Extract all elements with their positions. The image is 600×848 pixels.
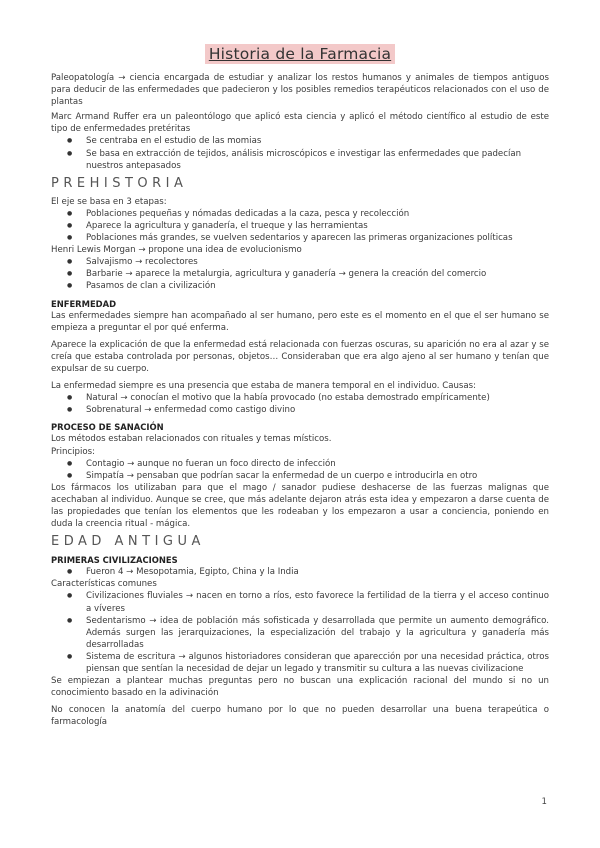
enfermedad-paragraph-2: Aparece la explicación de que la enfermedad está relacionada con fuerzas oscuras, su aparición no era al azar y se creía que estaba controlada por personas, objetos… Consideraban que era algo ajeno al ser humano y tenían que expulsar de su cuerpo. bbox=[51, 339, 549, 374]
causas-list bbox=[51, 392, 549, 416]
caracteristicas-list bbox=[51, 590, 549, 675]
list-item: ● Civilizaciones fluviales → nacen en torno a ríos, esto favorece la fertilidad de la tierra y el acceso continuo a víveres bbox=[51, 590, 549, 614]
list-item: ● Sedentarismo → idea de población más sofisticada y desarrollada que permite un aumento demográfico. Además surgen las jerarquizaciones, la especialización del trabajo y la agricultura y ganadería más desarrolladas bbox=[51, 615, 549, 651]
intro-paragraph-1: Paleopatología → ciencia encargada de estudiar y analizar los restos humanos y animales de tiempos antiguos para deducir de las enfermedades que padecieron y los posibles remedios terapéuticos relacionados con el uso de plantas bbox=[51, 73, 549, 108]
subheading-civilizaciones: PRIMERAS CIVILIZACIONES bbox=[51, 555, 178, 566]
list-item: ● Poblaciones pequeñas y nómadas dedicadas a la caza, pesca y recolección bbox=[51, 208, 549, 220]
title-container bbox=[0, 44, 600, 64]
list-item: ● Simpatía → pensaban que podrían sacar la enfermedad de un cuerpo e introducirla en otro bbox=[51, 470, 549, 482]
enfermedad-paragraph-1: Las enfermedades siempre han acompañado al ser humano, pero este es el momento en el que el ser humano se empieza a preguntar el por qué enferma. bbox=[51, 310, 549, 333]
section-heading-prehistoria: PREHISTORIA bbox=[51, 175, 188, 191]
etapas-list bbox=[51, 208, 549, 244]
subheading-enfermedad: ENFERMEDAD bbox=[51, 298, 117, 309]
principios-label: Principios: bbox=[51, 446, 95, 457]
list-item: ● Salvajismo → recolectores bbox=[51, 256, 549, 268]
document-body bbox=[51, 72, 549, 729]
enfermedad-paragraph-3: La enfermedad siempre es una presencia que estaba de manera temporal en el individuo. Causas: bbox=[51, 381, 477, 392]
caracteristicas-label: Características comunes bbox=[51, 579, 157, 590]
section-heading-edad-antigua: EDAD ANTIGUA bbox=[51, 534, 205, 550]
page-number: 1 bbox=[541, 797, 547, 807]
list-item: ● Natural → conocían el motivo que la había provocado (no estaba demostrado empíricamente) bbox=[51, 392, 549, 404]
list-item: ● Fueron 4 → Mesopotamia, Egipto, China y la India bbox=[51, 566, 549, 578]
list-item: ● Barbarie → aparece la metalurgia, agricultura y ganadería → genera la creación del comercio bbox=[51, 268, 549, 280]
intro-paragraph-2: Marc Armand Ruffer era un paleontólogo que aplicó esta ciencia y aplicó el método científico al estudio de este tipo de enfermedades pretéritas bbox=[51, 112, 549, 135]
morgan-list bbox=[51, 256, 549, 292]
sanacion-paragraph-2: Los fármacos los utilizaban para que el mago / sanador pudiese deshacerse de las fuerzas malignas que acechaban al individuo. Aunque se cree, que más adelante dejaron atrás esta idea y empezaron a darse cuenta de las propiedades que tenían los elementos que les rodeaban y los empezaron a usar a conciencia, poniendo en duda la creencia ritual - mágica. bbox=[51, 482, 549, 530]
list-item: ● Contagio → aunque no fueran un foco directo de infección bbox=[51, 458, 549, 470]
etapas-label: El eje se basa en 3 etapas: bbox=[51, 196, 167, 207]
page-title: Historia de la Farmacia bbox=[205, 44, 395, 64]
list-item: ● Poblaciones más grandes, se vuelven sedentarios y aparecen las primeras organizaciones políticas bbox=[51, 232, 549, 244]
antigua-paragraph-1: Se empiezan a plantear muchas preguntas pero no buscan una explicación racional del mundo si no un conocimiento basado en la adivinación bbox=[51, 676, 549, 699]
antigua-paragraph-2: No conocen la anatomía del cuerpo humano por lo que no pueden desarrollar una buena terapeútica o farmacología bbox=[51, 705, 549, 728]
fueron-list bbox=[51, 566, 549, 578]
sanacion-paragraph-1: Los métodos estaban relacionados con rituales y temas místicos. bbox=[51, 434, 332, 445]
morgan-label: Henri Lewis Morgan → propone una idea de evolucionismo bbox=[51, 245, 302, 256]
list-item: ● Aparece la agricultura y ganadería, el trueque y las herramientas bbox=[51, 220, 549, 232]
principios-list bbox=[51, 458, 549, 482]
intro-bullet-list bbox=[51, 135, 549, 171]
subheading-sanacion: PROCESO DE SANACIÓN bbox=[51, 422, 164, 433]
list-item: ● Se centraba en el estudio de las momias bbox=[51, 135, 549, 147]
list-item: ● Pasamos de clan a civilización bbox=[51, 280, 549, 292]
list-item: ● Sistema de escritura → algunos historiadores consideran que aparección por una necesidad práctica, otros piensan que sentían la necesidad de dejar un legado y transmitir su cultura a las nuevas civilizacione bbox=[51, 651, 549, 675]
list-item: ● Se basa en extracción de tejidos, análisis microscópicos e investigar las enfermedades que padecían nuestros antepasados bbox=[51, 148, 549, 172]
list-item: ● Sobrenatural → enfermedad como castigo divino bbox=[51, 404, 549, 416]
